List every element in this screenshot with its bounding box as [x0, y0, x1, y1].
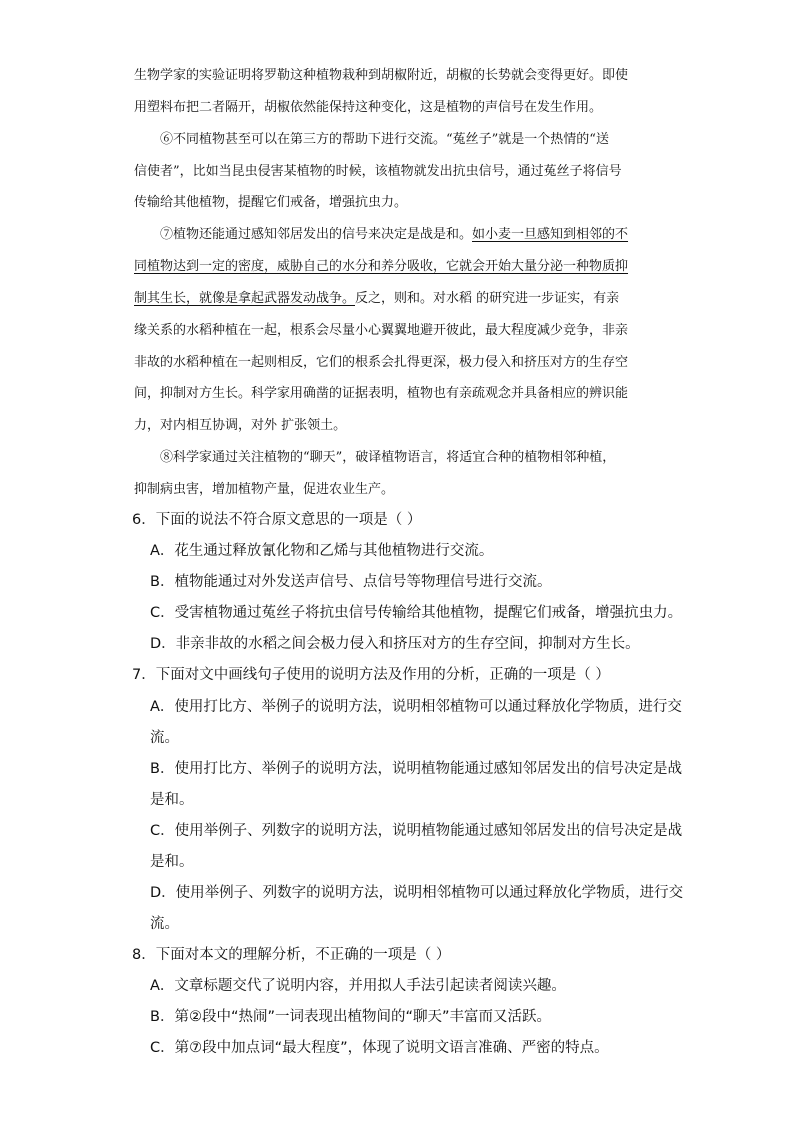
- underlined-sentence: 同植物达到一定的密度，威胁自己的水分和养分吸收，它就会开始大量分泌一种物质抑: [134, 259, 629, 274]
- passage-line: [160, 226, 628, 244]
- answer-option: A．花生通过释放氰化物和乙烯与其他植物进行交流。: [150, 543, 494, 559]
- underlined-sentence: 如小麦一旦感知到相邻的不: [472, 227, 629, 242]
- answer-option: B．使用打比方、举例子的说明方法，说明植物能通过感知邻居发出的信号决定是战: [150, 761, 682, 777]
- question-stem: 7．下面对文中画线句子使用的说明方法及作用的分析，正确的一项是（ ）: [132, 667, 610, 683]
- passage-line: 间，抑制对方生长。科学家用确凿的证据表明，植物也有亲疏观念并具备相应的辨识能: [134, 386, 629, 401]
- passage-line: [134, 290, 619, 308]
- answer-option-continued: 流。: [150, 730, 179, 746]
- passage-line: 非故的水稻种植在一起则相反，它们的根系会扎得更深，极力侵入和挤压对方的生存空: [134, 355, 629, 370]
- answer-option: B．植物能通过对外发送声信号、点信号等物理信号进行交流。: [150, 574, 552, 590]
- answer-option: C．第⑦段中加点词“最大程度”，体现了说明文语言准确、严密的特点。: [150, 1040, 609, 1056]
- answer-option: B．第②段中“热闹”一词表现出植物间的“聊天”丰富而又活跃。: [150, 1009, 551, 1025]
- answer-option: C．使用举例子、列数字的说明方法，说明植物能通过感知邻居发出的信号决定是战: [150, 823, 683, 839]
- question-stem: 6．下面的说法不符合原文意思的一项是（ ）: [132, 512, 422, 528]
- passage-line: 生物学家的实验证明将罗勒这种植物栽种到胡椒附近，胡椒的长势就会变得更好。即使: [134, 68, 629, 83]
- passage-line: 信使者”，比如当昆虫侵害某植物的时候，该植物就发出抗虫信号，通过菟丝子将信号: [134, 164, 622, 179]
- answer-option: C．受害植物通过菟丝子将抗虫信号传输给其他植物，提醒它们戒备，增强抗虫力。: [150, 605, 683, 621]
- answer-option: A．文章标题交代了说明内容，并用拟人手法引起读者阅读兴趣。: [150, 978, 566, 994]
- passage-line: 抑制病虫害，增加植物产量，促进农业生产。: [134, 482, 395, 497]
- passage-line: ⑧科学家通过关注植物的“聊天”，破译植物语言，将适宜合种的植物相邻种植，: [160, 450, 616, 465]
- passage-text: ⑦植物还能通过感知邻居发出的信号来决定是战是和。: [160, 227, 473, 242]
- answer-option-continued: 是和。: [150, 792, 194, 808]
- passage-line: 用塑料布把二者隔开，胡椒依然能保持这种变化，这是植物的声信号在发生作用。: [134, 100, 603, 115]
- answer-option: D．使用举例子、列数字的说明方法，说明相邻植物可以通过释放化学物质，进行交: [150, 885, 684, 901]
- passage-line: ⑥不同植物甚至可以在第三方的帮助下进行交流。“菟丝子”就是一个热情的“送: [160, 132, 609, 147]
- passage-line: 力，对内相互协调，对外 扩张领土。: [134, 418, 347, 433]
- answer-option-continued: 流。: [150, 916, 179, 932]
- underlined-sentence: 制其生长，就像是拿起武器发动战争。: [134, 291, 356, 306]
- passage-line: 缘关系的水稻种植在一起，根系会尽量小心翼翼地避开彼此，最大程度减少竞争，非亲: [134, 323, 629, 338]
- answer-option: A．使用打比方、举例子的说明方法，说明相邻植物可以通过释放化学物质，进行交: [150, 699, 682, 715]
- answer-option: D．非亲非故的水稻之间会极力侵入和挤压对方的生存空间，抑制对方生长。: [150, 636, 640, 652]
- passage-line: 传输给其他植物，提醒它们戒备，增强抗虫力。: [134, 195, 408, 210]
- question-stem: 8．下面对本文的理解分析，不正确的一项是（ ）: [132, 947, 451, 963]
- passage-text: 反之，则和。对水稻 的研究进一步证实，有亲: [355, 291, 620, 306]
- answer-option-continued: 是和。: [150, 854, 194, 870]
